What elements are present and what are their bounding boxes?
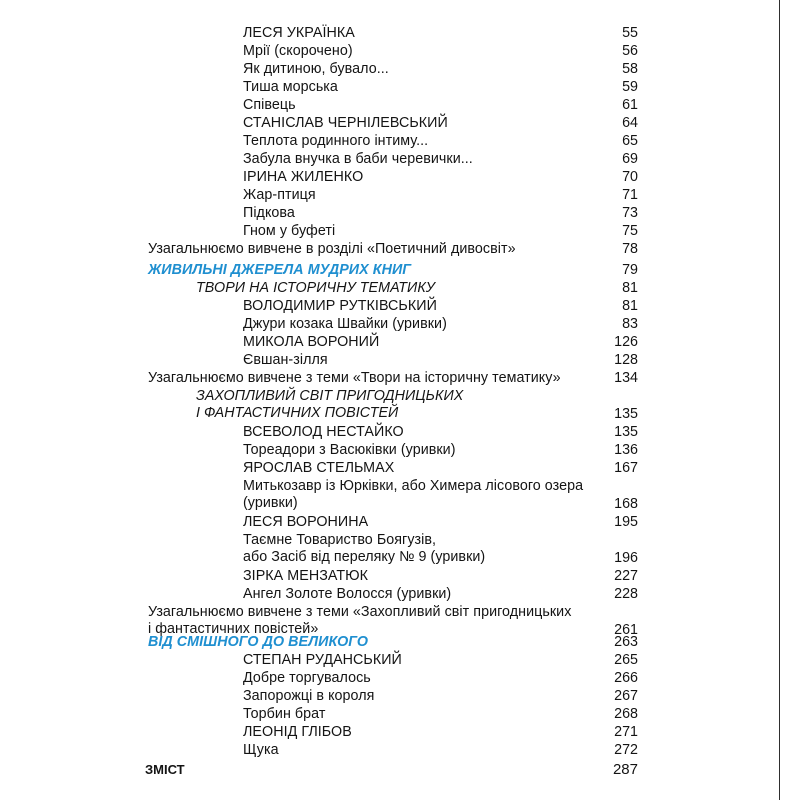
toc-entry-title: Щука <box>243 742 279 758</box>
toc-entry-title: Митькозавр із Юрківки, або Химера лісового озера <box>243 478 584 494</box>
toc-entry-title-continuation: І ФАНТАСТИЧНИХ ПОВІСТЕЙ <box>196 405 399 421</box>
footer-page-number: 287 <box>612 761 638 778</box>
toc-page-number: 83 <box>622 316 638 332</box>
toc-page-number: 69 <box>622 151 638 167</box>
toc-entry-work <box>243 133 428 150</box>
toc-page-number: 75 <box>622 223 638 239</box>
toc-entry-title: Джури козака Швайки (уривки) <box>243 316 447 332</box>
toc-entry-subsection <box>196 280 435 297</box>
toc-entry-work <box>243 532 485 566</box>
toc-entry-work <box>243 205 295 222</box>
toc-entry-work <box>243 61 389 78</box>
toc-entry-title: ЯРОСЛАВ СТЕЛЬМАХ <box>243 460 395 476</box>
toc-entry-work <box>243 97 296 114</box>
toc-entry-work <box>243 316 447 333</box>
toc-entry-title: Тиша морська <box>243 79 338 95</box>
toc-entry-work <box>243 352 328 369</box>
toc-entry-subsection <box>196 388 463 422</box>
footer-title: ЗМІСТ <box>145 762 185 777</box>
toc-entry-title: Гном у буфеті <box>243 223 336 239</box>
toc-page-number: 78 <box>622 241 638 257</box>
toc-entry-title: Співець <box>243 97 296 113</box>
toc-page-number: 268 <box>614 706 638 722</box>
toc-entry-title: Торбин брат <box>243 706 326 722</box>
toc-entry-title: Ангел Золоте Волосся (уривки) <box>243 586 452 602</box>
toc-page-number: 55 <box>622 25 638 41</box>
toc-page-number: 261 <box>614 622 638 638</box>
toc-page-number: 167 <box>614 460 638 476</box>
toc-page-number: 266 <box>614 670 638 686</box>
toc-entry-author <box>243 724 352 741</box>
toc-entry-title: Тореадори з Васюківки (уривки) <box>243 442 456 458</box>
toc-entry-title: Таємне Товариство Боягузів, <box>243 532 437 548</box>
toc-page-number: 79 <box>622 262 638 278</box>
toc-page-number: 263 <box>614 634 638 650</box>
toc-page-number: 227 <box>614 568 638 584</box>
toc-entry-section <box>148 634 368 651</box>
toc-entry-title: Теплота родинного інтиму... <box>243 133 429 149</box>
toc-entry-work <box>243 151 473 168</box>
toc-entry-title: ЗАХОПЛИВИЙ СВІТ ПРИГОДНИЦЬКИХ <box>196 388 464 404</box>
toc-entry-author <box>243 334 379 351</box>
toc-page-number: 271 <box>614 724 638 740</box>
toc-entry-author <box>243 298 437 315</box>
toc-entry-title-continuation: або Засіб від переляку № 9 (уривки) <box>243 549 486 565</box>
toc-entry-summary <box>148 241 516 258</box>
toc-page-number: 128 <box>614 352 638 368</box>
toc-entry-title: Жар-птиця <box>243 187 316 203</box>
toc-entry-title: ЗІРКА МЕНЗАТЮК <box>243 568 369 584</box>
toc-entry-work <box>243 478 583 512</box>
toc-entry-author <box>243 424 404 441</box>
toc-entry-title: ВСЕВОЛОД НЕСТАЙКО <box>243 424 404 440</box>
toc-entry-title: Мрії (скорочено) <box>243 43 353 59</box>
toc-page-number: 196 <box>614 550 638 566</box>
toc-page-number: 267 <box>614 688 638 704</box>
toc-entry-work <box>243 742 279 759</box>
toc-entry-title: ЖИВИЛЬНІ ДЖЕРЕЛА МУДРИХ КНИГ <box>148 262 412 278</box>
toc-entry-summary <box>148 604 571 638</box>
toc-entry-title: Євшан-зілля <box>243 352 328 368</box>
toc-page-number: 228 <box>614 586 638 602</box>
toc-page-number: 126 <box>614 334 638 350</box>
toc-entry-title-continuation: (уривки) <box>243 495 298 511</box>
toc-entry-title: ІРИНА ЖИЛЕНКО <box>243 169 364 185</box>
toc-page-number: 64 <box>622 115 638 131</box>
toc-entry-work <box>243 43 353 60</box>
toc-entry-title: Забула внучка в баби черевички... <box>243 151 473 167</box>
toc-page-number: 134 <box>614 370 638 386</box>
toc-page-number: 70 <box>622 169 638 185</box>
toc-entry-title: Узагальнюємо вивчене з теми «Захопливий світ пригодницьких <box>148 604 572 620</box>
toc-page-number: 272 <box>614 742 638 758</box>
toc-entry-work <box>243 79 338 96</box>
toc-page-number: 73 <box>622 205 638 221</box>
toc-entry-work <box>243 706 325 723</box>
toc-entry-author <box>243 568 368 585</box>
toc-entry-title: ЛЕСЯ УКРАЇНКА <box>243 25 355 41</box>
toc-page-number: 135 <box>614 424 638 440</box>
toc-page-number: 56 <box>622 43 638 59</box>
toc-entry-title: Добре торгувалось <box>243 670 371 686</box>
toc-page-number: 265 <box>614 652 638 668</box>
toc-entry-title: ЛЕСЯ ВОРОНИНА <box>243 514 369 530</box>
toc-entry-work <box>243 670 371 687</box>
toc-page-number: 81 <box>622 280 638 296</box>
toc-entry-title: МИКОЛА ВОРОНИЙ <box>243 334 380 350</box>
toc-entry-work <box>243 223 335 240</box>
toc-entry-title: Узагальнюємо вивчене в розділі «Поетичний дивосвіт» <box>148 241 516 257</box>
toc-entry-work <box>243 586 451 603</box>
toc-entry-author <box>243 460 394 477</box>
toc-entry-title: Узагальнюємо вивчене з теми «Твори на історичну тематику» <box>148 370 561 386</box>
toc-entry-title-continuation: і фантастичних повістей» <box>148 621 319 637</box>
toc-entry-author <box>243 115 448 132</box>
toc-entry-author <box>243 169 363 186</box>
toc-entry-work <box>243 688 374 705</box>
toc-page-number: 71 <box>622 187 638 203</box>
toc-entry-title: ЛЕОНІД ГЛІБОВ <box>243 724 352 740</box>
toc-page-number: 195 <box>614 514 638 530</box>
toc-entry-author <box>243 652 402 669</box>
toc-entry-title: ТВОРИ НА ІСТОРИЧНУ ТЕМАТИКУ <box>196 280 435 296</box>
toc-entry-summary <box>148 370 561 387</box>
toc-entry-title: СТЕПАН РУДАНСЬКИЙ <box>243 652 402 668</box>
toc-page-number: 136 <box>614 442 638 458</box>
toc-entry-work <box>243 187 316 204</box>
toc-entry-title: СТАНІСЛАВ ЧЕРНІЛЕВСЬКИЙ <box>243 115 448 131</box>
toc-entry-title: Як дитиною, бувало... <box>243 61 389 77</box>
toc-page-number: 61 <box>622 97 638 113</box>
toc-entry-title: Запорожці в короля <box>243 688 375 704</box>
toc-page-number: 59 <box>622 79 638 95</box>
toc-entry-title: ВОЛОДИМИР РУТКІВСЬКИЙ <box>243 298 437 314</box>
toc-entry-section <box>148 262 411 279</box>
toc-page-number: 81 <box>622 298 638 314</box>
toc-page-number: 65 <box>622 133 638 149</box>
toc-entry-title: Підкова <box>243 205 295 221</box>
toc-page-number: 135 <box>614 406 638 422</box>
toc-page-number: 168 <box>614 496 638 512</box>
toc-entry-author <box>243 25 355 42</box>
toc-entry-author <box>243 514 368 531</box>
toc-entry-title: ВІД СМІШНОГО ДО ВЕЛИКОГО <box>148 634 369 650</box>
toc-entry-work <box>243 442 456 459</box>
toc-page-number: 58 <box>622 61 638 77</box>
